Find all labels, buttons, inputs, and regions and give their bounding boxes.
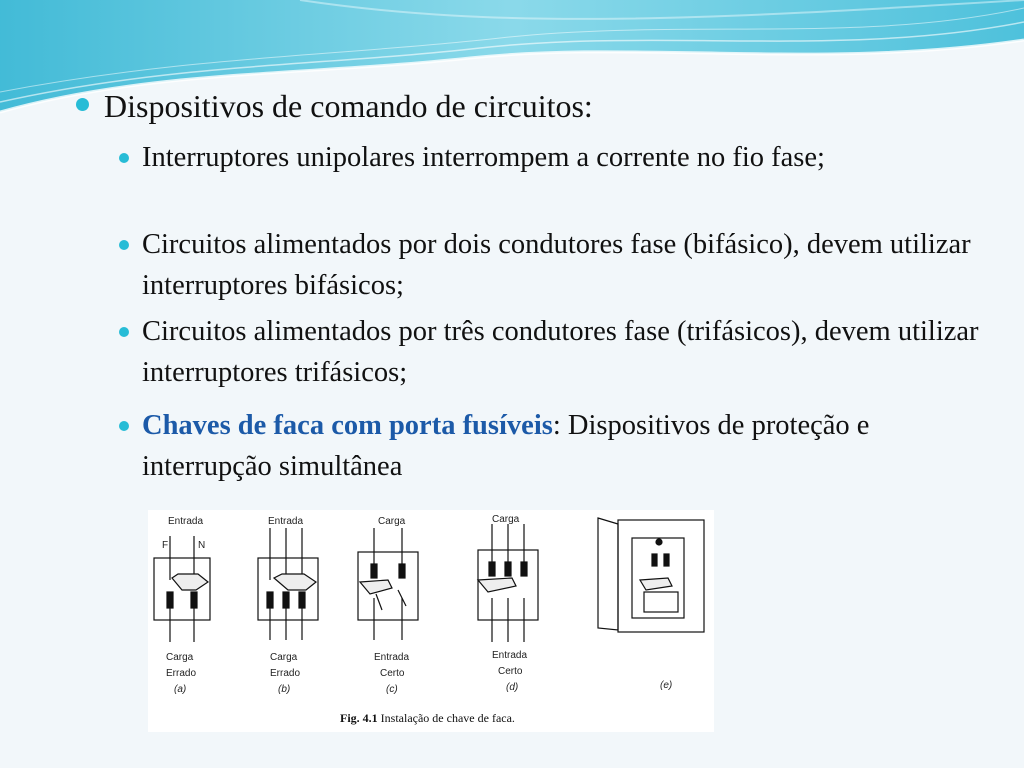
panel-a xyxy=(154,536,210,642)
panel-e xyxy=(598,518,704,632)
panel-b-top-label: Entrada xyxy=(268,516,304,527)
panel-c-letter: (c) xyxy=(386,684,398,695)
bullet-item-4 xyxy=(142,405,982,487)
panel-d-bottom-label: Entrada xyxy=(492,650,528,661)
figure-caption-text: Instalação de chave de faca. xyxy=(377,711,515,725)
bullet-icon xyxy=(119,153,129,163)
panel-a-top-label: Entrada xyxy=(168,516,204,527)
panel-c-status: Certo xyxy=(380,668,405,679)
figure-caption xyxy=(340,711,515,725)
bullet-item-3: Circuitos alimentados por três condutores fase (trifásicos), devem utilizar interruptores trifásicos; xyxy=(142,316,979,388)
panel-a-bottom-label: Carga xyxy=(166,652,194,663)
bullet-highlight: Chaves de faca com porta fusíveis xyxy=(142,410,553,441)
panel-a-status: Errado xyxy=(166,668,197,679)
panel-d-top-label: Carga xyxy=(492,514,520,525)
panel-e-letter: (e) xyxy=(660,680,673,691)
panel-d xyxy=(478,524,538,642)
panel-c-bottom-label: Entrada xyxy=(374,652,410,663)
panel-a-neutral-label: N xyxy=(198,540,206,551)
bullet-item-2: Circuitos alimentados por dois condutores fase (bifásico), devem utilizar interruptores bifásicos; xyxy=(142,229,971,301)
bullet-icon xyxy=(76,98,89,111)
knife-switch-figure xyxy=(148,510,714,732)
figure-caption-number: Fig. 4.1 xyxy=(340,711,378,725)
slide-heading: Dispositivos de comando de circuitos: xyxy=(104,88,593,124)
panel-b-letter: (b) xyxy=(278,684,291,695)
bullet-item-4-text: : Dispositivos de proteção e interrupção simultânea xyxy=(142,410,870,482)
bullet-icon xyxy=(119,240,129,250)
panel-b-bottom-label: Carga xyxy=(270,652,298,663)
panel-b-status: Errado xyxy=(270,668,301,679)
panel-c xyxy=(358,528,418,640)
panel-a-phase-label: F xyxy=(162,540,169,551)
bullet-item-1: Interruptores unipolares interrompem a corrente no fio fase; xyxy=(142,142,825,173)
bullet-icon xyxy=(119,327,129,337)
panel-a-letter: (a) xyxy=(174,684,187,695)
bullet-icon xyxy=(119,421,129,431)
panel-d-status: Certo xyxy=(498,666,523,677)
panel-d-letter: (d) xyxy=(506,682,519,693)
panel-b xyxy=(258,528,318,640)
panel-c-top-label: Carga xyxy=(378,516,406,527)
